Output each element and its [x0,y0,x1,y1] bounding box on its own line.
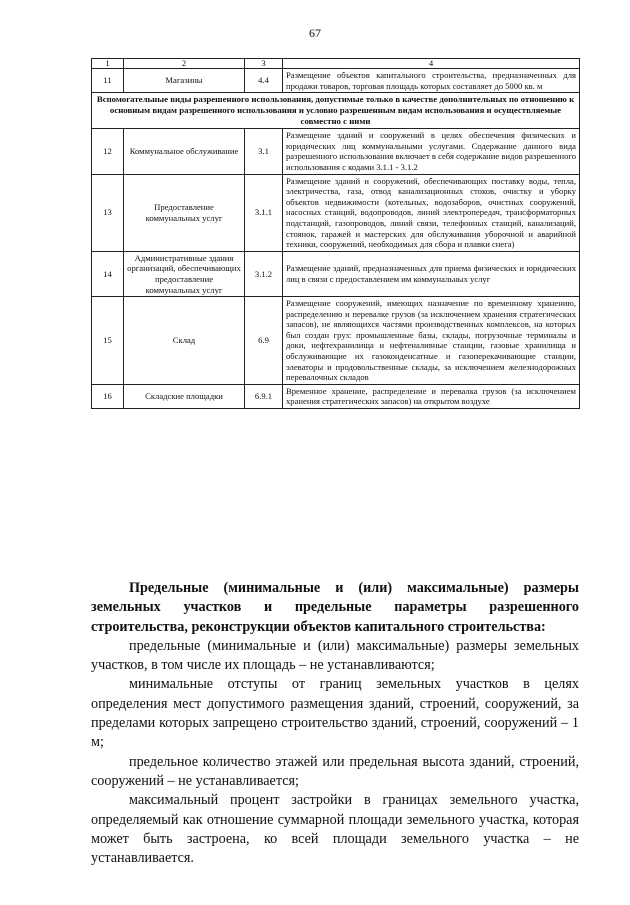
use-description: Временное хранение, распределение и перевалка грузов (за исключением хранения стратегических запасов) на открытом воздухе [283,384,580,408]
table-header-row [92,59,580,69]
table-row [92,297,580,385]
page-number: 67 [309,26,321,40]
use-code: 6.9.1 [245,384,283,408]
table-row [92,251,580,296]
paragraph: предельное количество этажей или предельная высота зданий, строений, сооружений – не устанавливается; [91,753,579,789]
table-row [92,129,580,174]
table-row [92,384,580,408]
parameters-section [91,579,579,868]
use-description: Размещение зданий и сооружений, обеспечивающих поставку воды, тепла, электричества, газа, отвод канализационных стоков, очистку и уборку объектов недвижимости (котельных, водозаборов, очистных сооружений, насосных станций, водопроводов, линий электропередач, трансформаторных подстанций, газопроводов, линий связи, телефонных станций, канализаций, стоянок, гаражей и мастерских для обслуживания уборочной и аварийной техники, сооружений, необходимых для сбора и плавки снега) [283,174,580,251]
paragraph: минимальные отступы от границ земельных участков в целях определения мест допустимого размещения зданий, строений, сооружений, за пределами которых запрещено строительство зданий, строений, сооружений – 1 м; [91,676,579,751]
header-cell: 1 [92,59,124,69]
use-name: Административные здания организаций, обеспечивающих предоставление коммунальных услуг [124,251,245,296]
use-name: Коммунальное обслуживание [124,129,245,174]
paragraph: максимальный процент застройки в границах земельного участка, определяемый как отношение суммарной площади земельного участка, которая может быть застроена, ко всей площади земельного участка – не устанавливается. [91,792,579,867]
row-number: 16 [92,384,124,408]
land-use-table [91,58,580,409]
row-number: 15 [92,297,124,385]
use-description: Размещение зданий и сооружений в целях обеспечения физических и юридических лиц коммунальными услугами. Содержание данного вида разрешенного использования включает в себя содержание видов разрешенного использования с кодами 3.1.1 - 3.1.2 [283,129,580,174]
use-name: Предоставление коммунальных услуг [124,174,245,251]
use-code: 3.1.1 [245,174,283,251]
header-cell: 4 [283,59,580,69]
use-description: Размещение сооружений, имеющих назначение по временному хранению, распределению и перевалке грузов (за исключением хранения стратегических запасов), не являющихся частями производственных комплексов, на которых был создан груз: промышленные базы, склады, погрузочные терминалы и доки, нефтехранилища и нефтеналивные станции, газовые хранилища и обслуживающие их газоконденсатные и газоперекачивающие станции, элеваторы и продовольственные склады, за исключением железнодорожных перевалочных складов [283,297,580,385]
use-description: Размещение зданий, предназначенных для приема физических и юридических лиц в связи с предоставлением им коммунальных услуг [283,251,580,296]
paragraph: предельные (минимальные и (или) максимальные) размеры земельных участков, в том числе их площадь – не устанавливаются; [91,637,579,674]
use-code: 3.1 [245,129,283,174]
row-number: 14 [92,251,124,296]
parameters-heading: Предельные (минимальные и (или) максимальные) размеры земельных участков и предельные параметры разрешенного строительства, реконструкции объектов капитального строительства: [91,580,579,635]
row-number: 13 [92,174,124,251]
use-code: 4.4 [245,69,283,93]
row-number: 12 [92,129,124,174]
section-row [92,93,580,129]
use-code: 3.1.2 [245,251,283,296]
use-name: Магазины [124,69,245,93]
section-title: Вспомогательные виды разрешенного использования, допустимые только в качестве дополнительных по отношению к основным видам разрешенного использования и условно разрешенным видам использования и осуществляемые совместно с ними [92,93,580,129]
header-cell: 3 [245,59,283,69]
row-number: 11 [92,69,124,93]
table-row [92,174,580,251]
use-name: Склад [124,297,245,385]
header-cell: 2 [124,59,245,69]
use-name: Складские площадки [124,384,245,408]
use-code: 6.9 [245,297,283,385]
use-description: Размещение объектов капитального строительства, предназначенных для продажи товаров, торговая площадь которых составляет до 5000 кв. м [283,69,580,93]
table-row [92,69,580,93]
